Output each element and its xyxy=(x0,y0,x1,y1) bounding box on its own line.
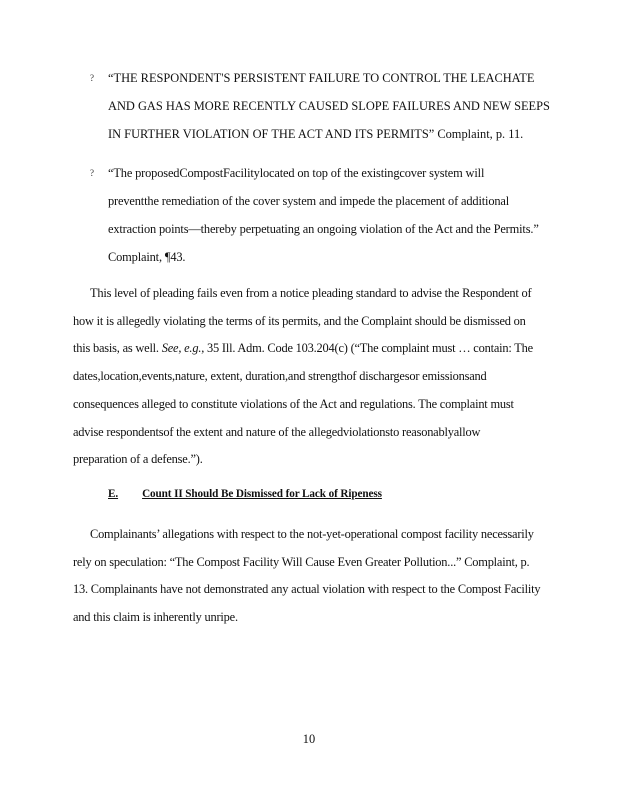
paragraph-line: This level of pleading fails even from a notice pleading standard to advise the Respondent of xyxy=(90,286,532,300)
paragraph-line: how it is allegedly violating the terms of its permits, and the Complaint should be dismissed on xyxy=(73,313,526,328)
paragraph-line: advise respondentsof the extent and nature of the allegedviolationsto reasonablyallow xyxy=(73,424,481,439)
page-number: 10 xyxy=(302,732,316,746)
paragraph-line: and this claim is inherently unripe. xyxy=(73,610,238,625)
bullet-line: extraction points—thereby perpetuating an ongoing violation of the Act and the Permits.” xyxy=(108,222,539,236)
bullet-line: “The proposedCompostFacilitylocated on top of the existingcover system will xyxy=(108,166,485,180)
text-run: The xyxy=(514,341,533,356)
bullet-marker: ? xyxy=(90,168,94,178)
bullet-line: IN FURTHER VIOLATION OF THE ACT AND ITS PERMITS” Complaint, p. 11. xyxy=(108,127,524,141)
paragraph-ripeness xyxy=(73,521,609,632)
paragraph-line: 13. Complainants have not demonstrated any actual violation with respect to the Compost Facility xyxy=(73,582,541,597)
bullet-item-1 xyxy=(90,64,608,148)
bullet-line: “THE RESPONDENT'S PERSISTENT FAILURE TO CONTROL THE LEACHATE xyxy=(108,71,535,85)
text-run: 35 Ill. Adm. Code 103.204(c) (“The complaint must … contain: xyxy=(204,341,515,356)
paragraph-line xyxy=(73,335,609,363)
citation-signal: See, e.g., xyxy=(161,341,205,356)
section-title: Count II Should Be Dismissed for Lack of Ripeness xyxy=(142,488,382,500)
section-letter: E. xyxy=(108,488,119,500)
bullet-line: AND GAS HAS MORE RECENTLY CAUSED SLOPE FAILURES AND NEW SEEPS xyxy=(108,99,550,113)
paragraph-line: rely on speculation: “The Compost Facility Will Cause Even Greater Pollution...” Complaint, p. xyxy=(73,554,530,569)
bullet-marker: ? xyxy=(90,73,94,83)
paragraph-line: Complainants’ allegations with respect to the not-yet-operational compost facility necessarily xyxy=(90,527,534,541)
paragraph-line: dates,location,events,nature, extent, duration,and strengthof dischargesor emissionsand xyxy=(73,369,487,384)
paragraph-line: preparation of a defense.”). xyxy=(73,452,203,467)
bullet-line: Complaint, ¶43. xyxy=(108,250,186,264)
text-run: this basis, as well. xyxy=(73,341,162,356)
bullet-line: preventthe remediation of the cover system and impede the placement of additional xyxy=(108,194,510,208)
bullet-item-2 xyxy=(90,159,608,271)
paragraph-line: consequences alleged to constitute violations of the Act and regulations. The complaint must xyxy=(73,396,514,411)
section-heading xyxy=(108,488,408,500)
paragraph-pleading xyxy=(73,280,609,474)
